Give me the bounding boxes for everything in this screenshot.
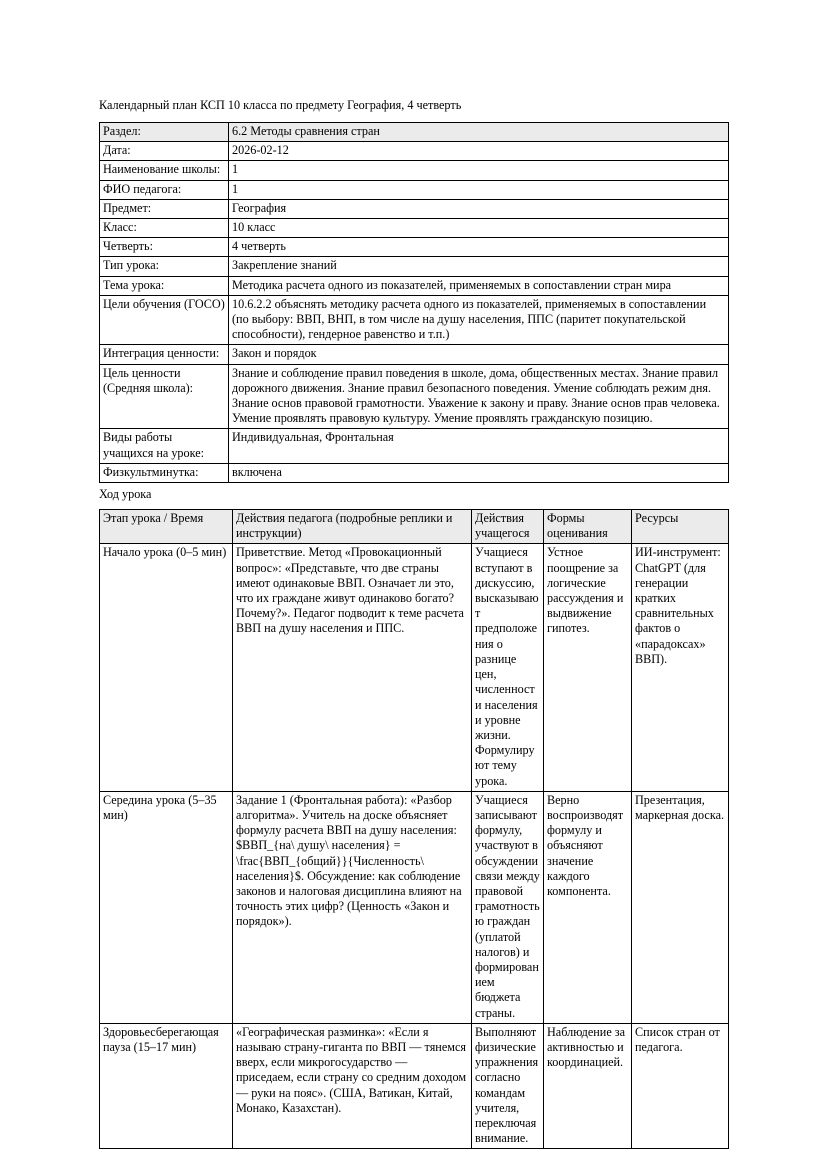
teacher-actions-cell: Приветствие. Метод «Провокационный вопрос»: «Представьте, что две страны имеют одинаковые ВВП. Означает ли это, что их граждане живут одинаково богато? Почему?». Педагог подводит к теме расчета ВВП на душу населения и ППС. [233, 544, 472, 791]
table-row [100, 199, 729, 218]
stage-cell: Здоровьесберегающая пауза (15–17 мин) [100, 1023, 233, 1149]
lesson-flow-table [99, 509, 729, 1149]
table-row [100, 544, 729, 791]
table-row [100, 276, 729, 295]
info-label-cell: Тип урока: [100, 257, 229, 276]
table-row [100, 123, 729, 142]
column-header: Этап урока / Время [100, 510, 233, 544]
student-actions-cell: Выполняют физические упражнения согласно командам учителя, переключая внимание. [472, 1023, 544, 1149]
info-value-cell: География [229, 199, 729, 218]
table-row [100, 429, 729, 463]
info-value-cell: включена [229, 463, 729, 482]
resources-cell: ИИ-инструмент: ChatGPT (для генерации кратких сравнительных фактов о «парадоксах» ВВП). [632, 544, 729, 791]
table-row [100, 257, 729, 276]
info-value-cell: Знание и соблюдение правил поведения в школе, дома, общественных местах. Знание правил дорожного движения. Знание правил безопасного поведения. Умение соблюдать режим дня. Знание основ правовой грамотности. Уважение к закону и праву. Знание основ прав человека. Умение проявлять правовую культуру. Умение проявлять гражданскую позицию. [229, 364, 729, 429]
info-label-cell: Предмет: [100, 199, 229, 218]
teacher-actions-cell: «Географическая разминка»: «Если я называю страну-гиганта по ВВП — тянемся вверх, если микрогосударство — приседаем, если страну со средним доходом — руки на пояс». (США, Ватикан, Китай, Монако, Казахстан). [233, 1023, 472, 1149]
lesson-info-table [99, 122, 729, 483]
table-row [100, 161, 729, 180]
info-label-cell: Класс: [100, 219, 229, 238]
info-value-cell: Индивидуальная, Фронтальная [229, 429, 729, 463]
resources-cell: Презентация, маркерная доска. [632, 791, 729, 1023]
teacher-actions-cell: Задание 1 (Фронтальная работа): «Разбор алгоритма». Учитель на доске объясняет формулу расчета ВВП на душу населения: $ВВП_{на\ душу\ населения} = \frac{ВВП_{общий}}{Численность\ населения}$. Обсуждение: как соблюдение законов и налоговая дисциплина влияют на точность этих цифр? (Ценность «Закон и порядок»). [233, 791, 472, 1023]
table-row [100, 364, 729, 429]
table-row [100, 791, 729, 1023]
info-label-cell: Физкультминутка: [100, 463, 229, 482]
table-row [100, 238, 729, 257]
info-value-cell: Закон и порядок [229, 345, 729, 364]
student-actions-cell: Учащиеся вступают в дискуссию, высказывают предположения о разнице цен, численности населения и уровне жизни. Формулируют тему урока. [472, 544, 544, 791]
info-label-cell: Дата: [100, 142, 229, 161]
column-header: Формы оценивания [544, 510, 632, 544]
assessment-cell: Верно воспроизводят формулу и объясняют значение каждого компонента. [544, 791, 632, 1023]
table-row [100, 142, 729, 161]
info-value-cell: 10 класс [229, 219, 729, 238]
column-header: Ресурсы [632, 510, 729, 544]
stage-cell: Середина урока (5–35 мин) [100, 791, 233, 1023]
table-row [100, 295, 729, 345]
info-label-cell: ФИО педагога: [100, 180, 229, 199]
table-row [100, 219, 729, 238]
table-row [100, 1023, 729, 1149]
lesson-flow-body [100, 544, 729, 1149]
info-value-cell: 6.2 Методы сравнения стран [229, 123, 729, 142]
info-value-cell: 1 [229, 180, 729, 199]
info-label-cell: Виды работы учащихся на уроке: [100, 429, 229, 463]
student-actions-cell: Учащиеся записывают формулу, участвуют в обсуждении связи между правовой грамотностью граждан (уплатой налогов) и формированием бюджета страны. [472, 791, 544, 1023]
lesson-info-body [100, 123, 729, 483]
info-label-cell: Наименование школы: [100, 161, 229, 180]
table-row [100, 345, 729, 364]
info-label-cell: Тема урока: [100, 276, 229, 295]
table-row [100, 180, 729, 199]
column-header: Действия учащегося [472, 510, 544, 544]
assessment-cell: Устное поощрение за логические рассуждения и выдвижение гипотез. [544, 544, 632, 791]
info-value-cell: 2026-02-12 [229, 142, 729, 161]
page-title: Календарный план КСП 10 класса по предмету География, 4 четверть [99, 98, 462, 112]
info-label-cell: Четверть: [100, 238, 229, 257]
resources-cell: Список стран от педагога. [632, 1023, 729, 1149]
info-value-cell: Закрепление знаний [229, 257, 729, 276]
lesson-flow-heading: Ход урока [99, 487, 152, 502]
info-label-cell: Интеграция ценности: [100, 345, 229, 364]
info-label-cell: Цели обучения (ГОСО) [100, 295, 229, 345]
table-header-row [100, 510, 729, 544]
stage-cell: Начало урока (0–5 мин) [100, 544, 233, 791]
table-row [100, 463, 729, 482]
info-value-cell: Методика расчета одного из показателей, применяемых в сопоставлении стран мира [229, 276, 729, 295]
info-label-cell: Раздел: [100, 123, 229, 142]
info-value-cell: 1 [229, 161, 729, 180]
info-value-cell: 10.6.2.2 объяснять методику расчета одного из показателей, применяемых в сопоставлении (по выбору: ВВП, ВНП, в том числе на душу населения, ППС (паритет покупательской способности), гендерное равенство и т.п.) [229, 295, 729, 345]
info-value-cell: 4 четверть [229, 238, 729, 257]
assessment-cell: Наблюдение за активностью и координацией. [544, 1023, 632, 1149]
document-content [99, 97, 728, 1149]
lesson-flow-header [100, 510, 729, 544]
info-label-cell: Цель ценности (Средняя школа): [100, 364, 229, 429]
column-header: Действия педагога (подробные реплики и инструкции) [233, 510, 472, 544]
